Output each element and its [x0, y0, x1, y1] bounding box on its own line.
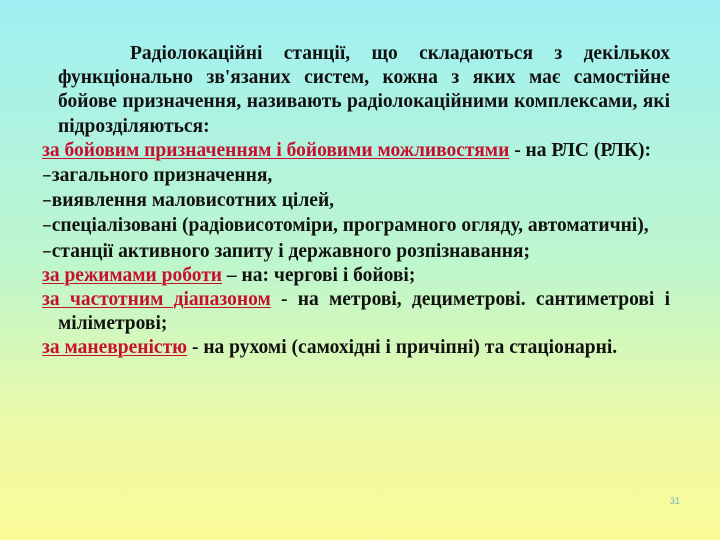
slide-content [42, 42, 670, 361]
section-text-frequency-range: - на метрові, дециметрові. сантиметрові і міліметрові; [58, 289, 671, 335]
section-text-maneuverability: - на рухомі (самохідні і причіпні) та стаціонарні. [187, 337, 618, 359]
dash-bullet: – [42, 213, 52, 237]
list-item: –спеціалізовані (радіовисотоміри, програмного огляду, автоматичні), [42, 213, 649, 237]
section-label-operating-mode: за режимами роботи [42, 264, 223, 286]
section-operating-mode [42, 264, 670, 288]
section-frequency-range [42, 288, 670, 336]
section-combat-purpose [42, 139, 670, 163]
dash-bullet: – [42, 163, 52, 187]
list-item: –загального призначення, [42, 163, 273, 187]
page-number: 31 [669, 496, 680, 506]
section-label-combat-purpose: за бойовим призначенням і бойовими можливостями [42, 139, 510, 161]
list-item: –виявлення маловисотних цілей, [42, 188, 335, 212]
section-label-maneuverability: за маневреністю [42, 337, 188, 359]
section-text-combat-purpose: - на РЛС (РЛК): [509, 139, 652, 161]
list-item: –станції активного запиту і державного розпізнавання; [42, 238, 530, 262]
section-text-operating-mode: – на: чергові і бойові; [222, 264, 416, 286]
section-maneuverability [42, 336, 670, 360]
section-label-frequency-range: за частотним діапазоном [42, 289, 271, 311]
dash-bullet: – [42, 238, 52, 262]
intro-paragraph: Радіолокаційні станції, що складаються з декількох функціонально зв'язаних систем, кожна з яких має самостійне бойове призначення, називають радіолокаційними комплексами, які підрозділяються: [58, 43, 670, 137]
dash-bullet: – [42, 188, 52, 212]
